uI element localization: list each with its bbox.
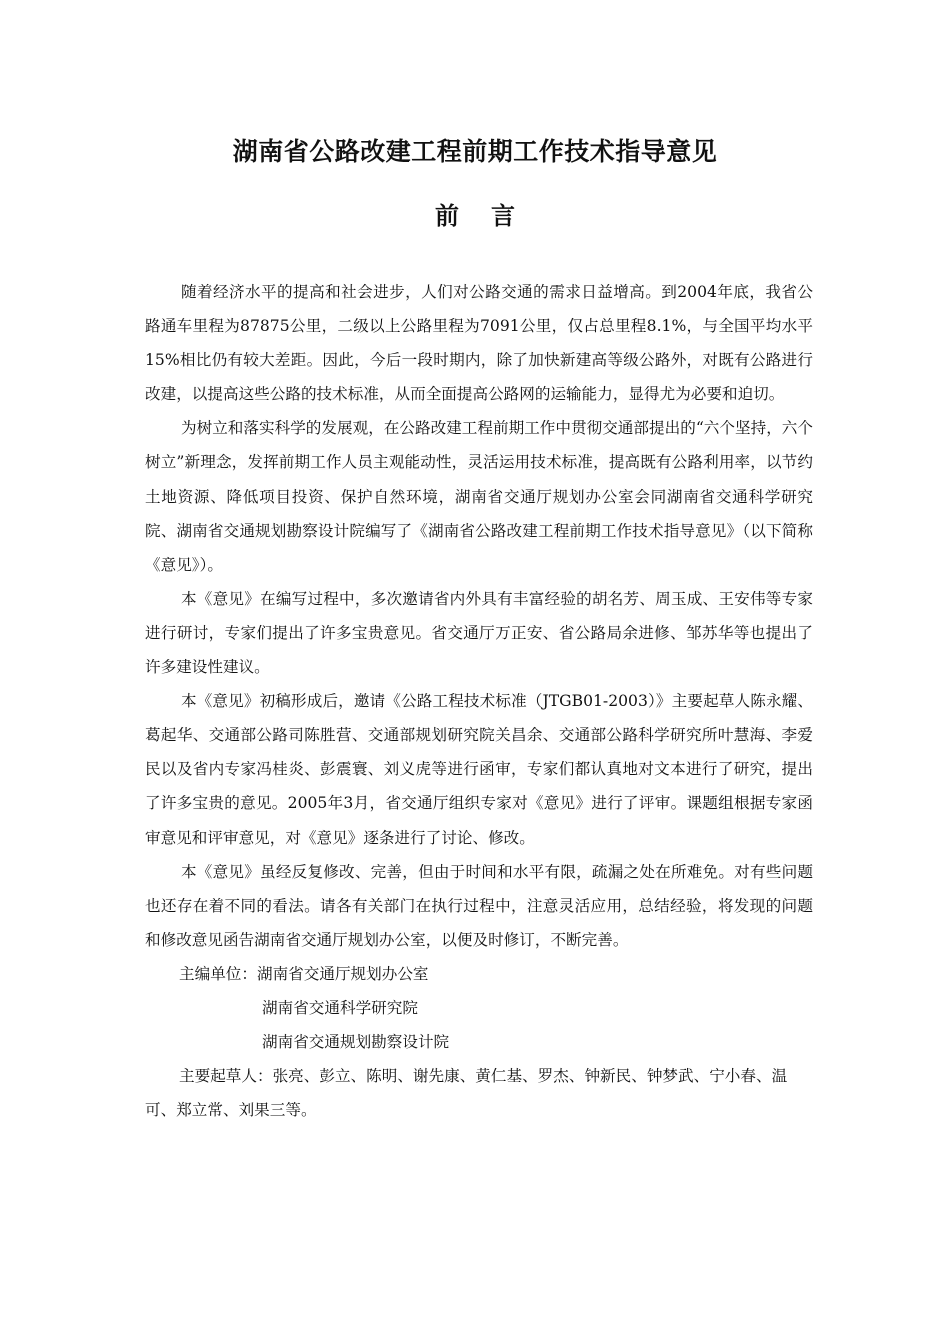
editor-label: 主编单位： bbox=[179, 964, 257, 983]
editor-unit-line-1 bbox=[145, 957, 813, 991]
paragraph-2: 为树立和落实科学的发展观，在公路改建工程前期工作中贯彻交通部提出的“六个坚持，六个树立”新理念，发挥前期工作人员主观能动性，灵活运用技术标准，提高既有公路利用率，以节约土地资源、降低项目投资、保护自然环境，湖南省交通厅规划办公室会同湖南省交通科学研究院、湖南省交通规划勘察设计院编写了《湖南省公路改建工程前期工作技术指导意见》（以下简称《意见》）。 bbox=[145, 419, 813, 574]
paragraph-5: 本《意见》虽经反复修改、完善，但由于时间和水平有限，疏漏之处在所难免。对有些问题也还存在着不同的看法。请各有关部门在执行过程中，注意灵活应用，总结经验，将发现的问题和修改意见函告湖南省交通厅规划办公室，以便及时修订，不断完善。 bbox=[145, 862, 813, 949]
drafters-names: 张亮、彭立、陈明、谢先康、黄仁基、罗杰、钟新民、钟梦武、宁小春、温可、郑立常、刘果三等。 bbox=[145, 1067, 788, 1120]
editor-unit-1: 湖南省交通厅规划办公室 bbox=[256, 964, 429, 983]
paragraph-4: 本《意见》初稿形成后，邀请《公路工程技术标准（JTGB01-2003）》主要起草人陈永耀、 葛起华、交通部公路司陈胜营、交通部规划研究院关昌余、交通部公路科学研究所叶慧海、李爱民以及省内专家冯桂炎、彭震寰、刘义虎等进行函审，专家们都认真地对文本进行了研究，提出了许多宝贵的意见。2005年3月，省交通厅组织专家对《意见》进行了评审。课题组根据专家函审意见和评审意见，对《意见》逐条进行了讨论、修改。 bbox=[145, 692, 813, 847]
paragraph-3: 本《意见》在编写过程中，多次邀请省内外具有丰富经验的胡名芳、周玉成、王安伟等专家进行研讨，专家们提出了许多宝贵意见。省交通厅万正安、省公路局余进修、邹苏华等也提出了许多建设性建议。 bbox=[145, 589, 813, 677]
document-title: 湖南省公路改建工程前期工作技术指导意见 bbox=[232, 137, 718, 166]
document-body bbox=[145, 275, 813, 1127]
section-title-preface: 前言 bbox=[435, 202, 547, 230]
editor-unit-2: 湖南省交通科学研究院 bbox=[262, 998, 418, 1017]
editor-unit-line-3 bbox=[145, 1025, 813, 1059]
drafters-line bbox=[145, 1059, 813, 1127]
editor-unit-line-2 bbox=[145, 991, 813, 1025]
drafters-label: 主要起草人： bbox=[179, 1067, 273, 1086]
paragraph-1: 随着经济水平的提高和社会进步，人们对公路交通的需求日益增高。到2004年底，我省公路通车里程为87875公里，二级以上公路里程为7091公里，仅占总里程8.1%，与全国平均水平15%相比仍有较大差距。因此，今后一段时期内，除了加快新建高等级公路外，对既有公路进行改建，以提高这些公路的技术标准，从而全面提高公路网的运输能力，显得尤为必要和迫切。 bbox=[145, 283, 813, 404]
editor-unit-3: 湖南省交通规划勘察设计院 bbox=[262, 1033, 450, 1052]
